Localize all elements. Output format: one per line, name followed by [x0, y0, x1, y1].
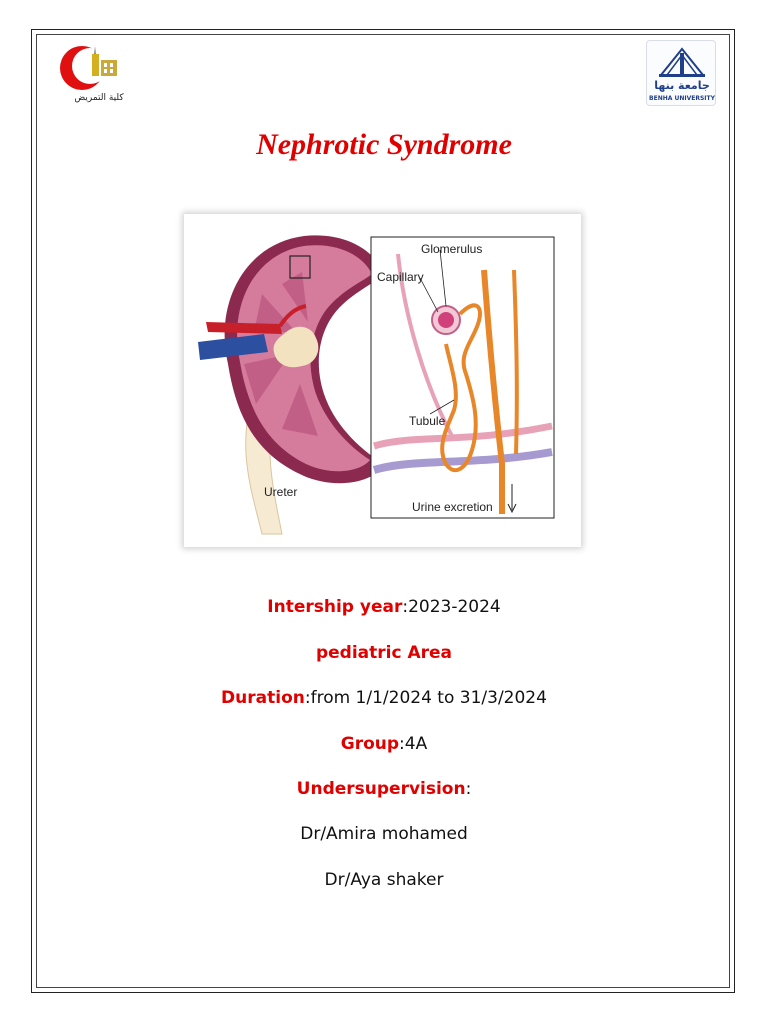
- label-tubule: Tubule: [409, 414, 446, 428]
- area-line: [0, 643, 768, 663]
- benha-english-text: BENHA UNIVERSITY: [649, 95, 715, 102]
- internship-year-value: :2023-2024: [402, 597, 501, 617]
- group-value: :4A: [399, 734, 428, 754]
- benha-arabic-text: جامعة بنها: [654, 79, 710, 92]
- benha-university-logo: [646, 40, 716, 106]
- document-title: Nephrotic Syndrome: [256, 128, 512, 161]
- faculty-nursing-logo: [56, 40, 142, 106]
- label-urine-excretion: Urine excretion: [412, 500, 493, 514]
- label-capillary: Capillary: [377, 270, 424, 284]
- label-ureter: Ureter: [264, 485, 298, 499]
- area-label: pediatric Area: [315, 643, 453, 663]
- supervision-colon: :: [465, 779, 472, 799]
- group-label: Group: [340, 734, 400, 754]
- label-glomerulus: Glomerulus: [421, 242, 483, 256]
- internship-year-label: Intership year: [267, 597, 403, 617]
- group-line: [0, 734, 768, 754]
- faculty-logo-caption: كلية التمريض: [74, 93, 124, 103]
- supervision-label: Undersupervision: [296, 779, 466, 799]
- duration-value: :from 1/1/2024 to 31/3/2024: [304, 688, 547, 708]
- duration-label: Duration: [221, 688, 305, 708]
- kidney-illustration: [184, 214, 581, 547]
- supervisor-1: Dr/Amira mohamed: [300, 824, 468, 844]
- duration-line: [0, 688, 768, 708]
- internship-year-line: [0, 597, 768, 617]
- supervision-line: [0, 779, 768, 799]
- supervisor-2: Dr/Aya shaker: [324, 870, 444, 890]
